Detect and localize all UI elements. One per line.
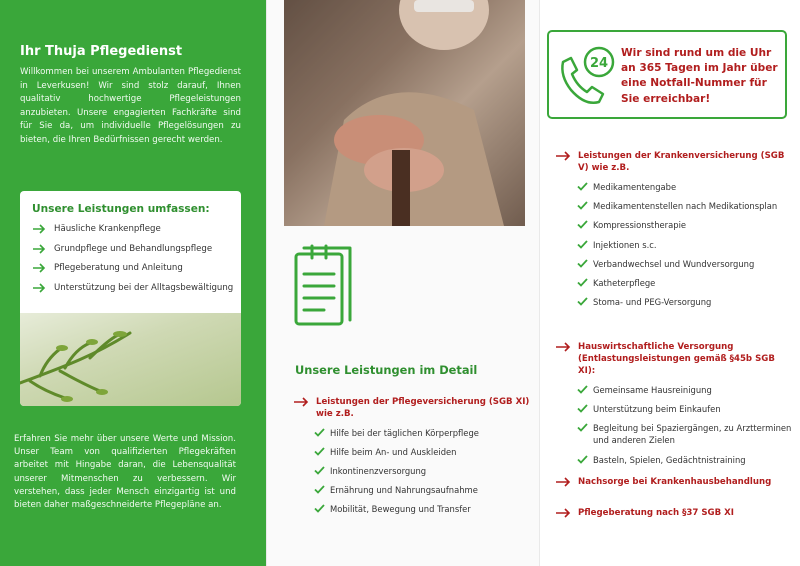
list-item <box>577 403 795 415</box>
intro-text: Willkommen bei unserem Ambulanten Pflegedienst in Leverkusen! Wir sind stolz darauf, Ihnen qualitativ hochwertige Pflegeleistungen anzubieten. Unsere engagierten Fachkräfte sind für Sie da, um individuelle Pflegelösungen zu bieten, die Ihren Bedürfnissen gerecht werden. <box>20 67 241 145</box>
check-icon <box>577 278 588 287</box>
list-item <box>577 258 795 270</box>
item-label: Stoma- und PEG-Versorgung <box>593 297 712 308</box>
household-list <box>577 384 795 466</box>
care-counseling-section <box>555 507 795 519</box>
item-label: Medikamentengabe <box>593 182 677 192</box>
arrow-right-icon <box>32 224 46 234</box>
right-panel <box>541 0 800 566</box>
care-insurance-list <box>314 427 533 515</box>
item-label: Ernährung und Nahrungsaufnahme <box>330 485 478 495</box>
section-heading <box>555 341 795 377</box>
service-label: Pflegeberatung und Anleitung <box>54 263 183 274</box>
item-label: Katheterpflege <box>593 277 656 288</box>
care-insurance-section <box>293 396 533 522</box>
service-label: Unterstützung bei der Alltagsbewältigung <box>54 282 234 293</box>
section-heading-label: Nachsorge bei Krankenhausbehandlung <box>578 477 772 487</box>
elderly-man-cane-photo <box>284 0 525 226</box>
check-icon <box>577 423 588 432</box>
list-item <box>32 243 237 256</box>
check-icon <box>314 485 325 494</box>
item-label: Begleitung bei Spaziergängen, zu Arztterminen und anderen Zielen <box>593 423 792 446</box>
section-heading <box>555 150 795 174</box>
phone-24-icon <box>555 44 617 110</box>
check-icon <box>577 385 588 394</box>
list-item <box>314 465 533 477</box>
section-heading <box>555 476 795 488</box>
list-item <box>577 422 795 446</box>
emergency-callout <box>547 30 787 119</box>
health-insurance-list <box>577 181 795 308</box>
document-icon <box>292 244 356 336</box>
list-item <box>314 446 533 458</box>
arrow-right-icon <box>32 283 46 293</box>
list-item <box>314 484 533 496</box>
check-icon <box>577 182 588 191</box>
hotline-hours-number: 24 <box>589 56 609 71</box>
item-label: Verbandwechsel und Wundversorgung <box>593 258 755 269</box>
service-label: Grundpflege und Behandlungspflege <box>54 243 213 254</box>
arrow-right-icon <box>32 244 46 254</box>
item-label: Gemeinsame Hausreinigung <box>593 385 712 395</box>
arrow-right-icon <box>555 477 571 487</box>
arrow-right-icon <box>555 342 571 352</box>
list-item <box>577 200 795 212</box>
check-icon <box>314 466 325 475</box>
section-heading-label: Leistungen der Pflegeversicherung (SGB XI) wie z.B. <box>316 397 530 419</box>
check-icon <box>577 201 588 210</box>
check-icon <box>577 220 588 229</box>
list-item <box>32 223 237 236</box>
household-section <box>555 341 795 473</box>
brand-title: Ihr Thuja Pflegedienst <box>20 44 183 59</box>
section-heading-label: Pflegeberatung nach §37 SGB XI <box>578 508 734 518</box>
middle-panel <box>266 0 540 566</box>
section-heading-label: Hauswirtschaftliche Versorgung (Entlastungsleistungen gemäß §45b SGB XI): <box>578 342 775 376</box>
left-panel <box>0 0 266 566</box>
arrow-right-icon <box>293 397 309 407</box>
aftercare-section <box>555 476 795 488</box>
thuja-branch-photo <box>20 313 241 406</box>
check-icon <box>314 428 325 437</box>
list-item <box>577 296 795 308</box>
list-item <box>577 384 795 396</box>
arrow-right-icon <box>555 151 571 161</box>
check-icon <box>577 404 588 413</box>
services-card-title: Unsere Leistungen umfassen: <box>32 203 210 215</box>
services-card <box>20 191 241 406</box>
section-heading-label: Leistungen der Krankenversicherung (SGB V) wie z.B. <box>578 151 785 173</box>
service-label: Häusliche Krankenpflege <box>54 224 161 234</box>
thuja-branch-graphic <box>20 313 241 406</box>
list-item <box>577 219 795 231</box>
check-icon <box>314 447 325 456</box>
section-heading <box>555 507 795 519</box>
list-item <box>32 262 237 275</box>
item-label: Inkontinenzversorgung <box>330 466 427 476</box>
check-icon <box>577 259 588 268</box>
item-label: Kompressionstherapie <box>593 220 687 231</box>
emergency-text: Wir sind rund um die Uhr an 365 Tagen im Jahr über eine Notfall-Nummer für Sie erreichbar! <box>621 47 778 105</box>
list-item <box>577 239 795 251</box>
check-icon <box>577 297 588 306</box>
elderly-man-graphic <box>284 0 525 226</box>
list-item <box>577 277 795 289</box>
item-label: Basteln, Spielen, Gedächtnistraining <box>593 454 746 465</box>
mission-text: Erfahren Sie mehr über unsere Werte und Mission. Unser Team von qualifizierten Pflegekräften arbeitet mit Hingabe daran, die Lebensqualität unserer Mitmenschen zu verbessern. Wir verstehen, dass jeder Mensch einzigartig ist und bieten daher maßgeschneiderte Pflegepläne an. <box>14 434 236 511</box>
list-item <box>314 503 533 515</box>
section-heading <box>293 396 533 420</box>
item-label: Hilfe beim An- und Auskleiden <box>330 447 457 457</box>
list-item <box>577 181 795 193</box>
arrow-right-icon <box>555 508 571 518</box>
check-icon <box>314 504 325 513</box>
list-item <box>32 282 237 295</box>
details-title: Unsere Leistungen im Detail <box>295 363 478 377</box>
check-icon <box>577 240 588 249</box>
arrow-right-icon <box>32 263 46 273</box>
list-item <box>577 454 795 466</box>
list-item <box>314 427 533 439</box>
services-list <box>32 223 237 301</box>
item-label: Medikamentenstellen nach Medikationsplan <box>593 201 778 212</box>
check-icon <box>577 455 588 464</box>
health-insurance-section <box>555 150 795 315</box>
item-label: Hilfe bei der täglichen Körperpflege <box>330 428 479 438</box>
item-label: Injektionen s.c. <box>593 239 657 250</box>
item-label: Mobilität, Bewegung und Transfer <box>330 504 471 514</box>
item-label: Unterstützung beim Einkaufen <box>593 404 721 415</box>
